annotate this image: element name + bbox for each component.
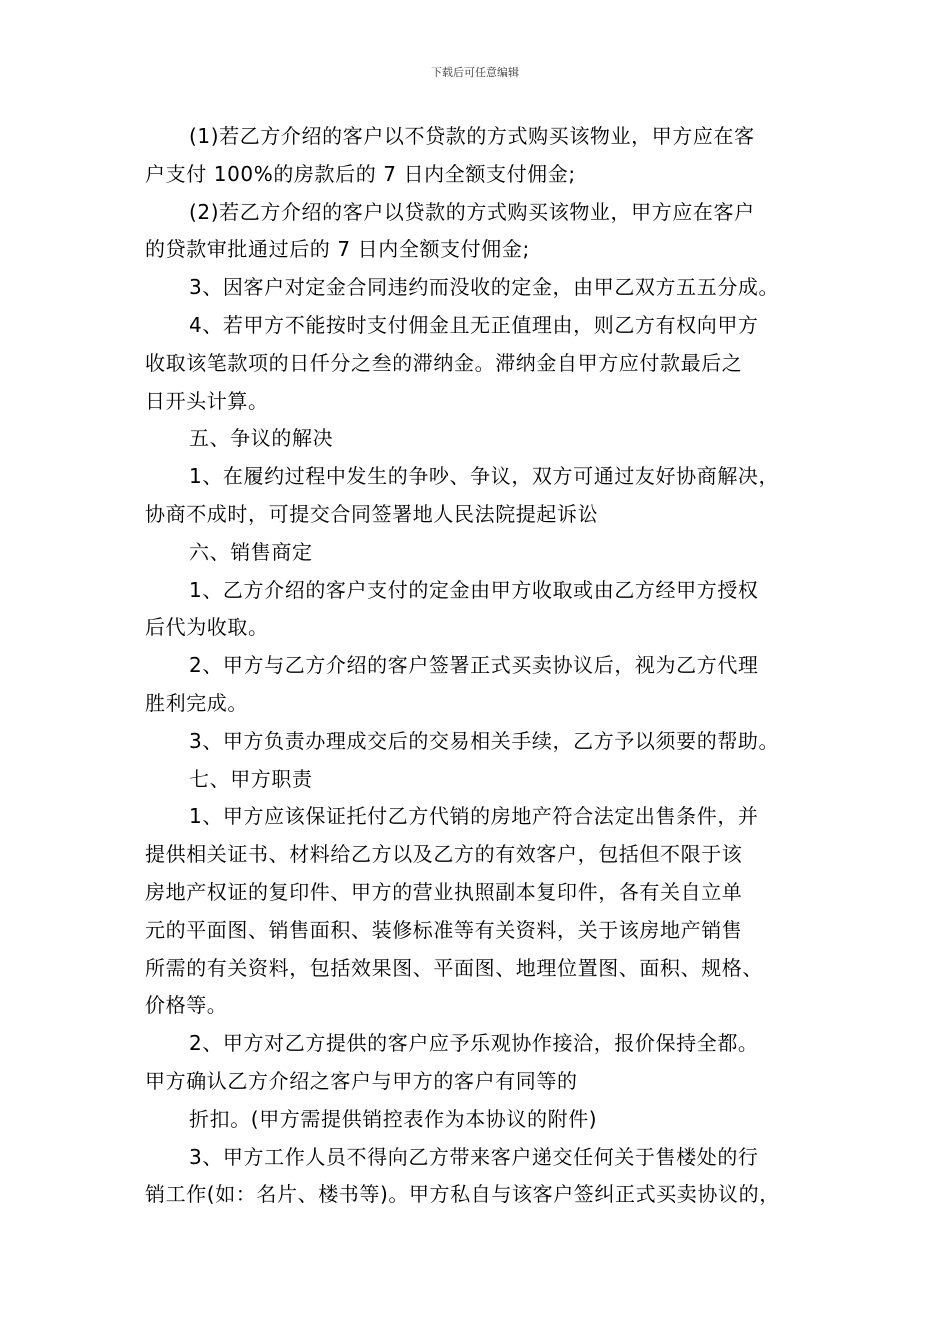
text-line: 1、乙方介绍的客户支付的定金由甲方收取或由乙方经甲方授权 bbox=[189, 577, 759, 602]
text-line: (2)若乙方介绍的客户以贷款的方式购买该物业，甲方应在客户 bbox=[189, 199, 755, 224]
text-line: 销工作(如：名片、楼书等)。甲方私自与该客户签纠正式买卖协议的， bbox=[145, 1182, 780, 1207]
text-line: 1、在履约过程中发生的争吵、争议，双方可通过友好协商解决， bbox=[189, 464, 780, 489]
text-line: 3、甲方工作人员不得向乙方带来客户递交任何关于售楼处的行 bbox=[189, 1144, 759, 1169]
text-line: 3、因客户对定金合同违约而没收的定金，由甲乙双方五五分成。 bbox=[189, 275, 780, 300]
text-line: 日开头计算。 bbox=[145, 388, 269, 413]
text-line: 六、销售商定 bbox=[189, 539, 313, 564]
text-line: 甲方确认乙方介绍之客户与甲方的客户有同等的 bbox=[145, 1068, 578, 1093]
text-line: 协商不成时，可提交合同签署地人民法院提起诉讼 bbox=[145, 501, 599, 526]
text-line: 折扣。(甲方需提供销控表作为本协议的附件) bbox=[189, 1106, 598, 1131]
text-line: 的贷款审批通过后的 7 日内全额支付佣金; bbox=[145, 237, 530, 262]
text-line: 后代为收取。 bbox=[145, 615, 269, 640]
text-line: 胜利完成。 bbox=[145, 690, 248, 715]
text-line: (1)若乙方介绍的客户以不贷款的方式购买该物业，甲方应在客 bbox=[189, 124, 755, 148]
text-line: 房地产权证的复印件、甲方的营业执照副本复印件，各有关自立单 bbox=[145, 879, 743, 904]
text-line: 五、争议的解决 bbox=[189, 426, 334, 451]
text-line: 2、甲方对乙方提供的客户应予乐观协作接洽，报价保持全都。 bbox=[189, 1031, 759, 1056]
text-line: 所需的有关资料，包括效果图、平面图、地理位置图、面积、规格、 bbox=[145, 955, 763, 980]
text-line: 价格等。 bbox=[145, 993, 228, 1018]
text-line: 七、甲方职责 bbox=[189, 766, 313, 791]
document-body bbox=[145, 118, 825, 1214]
text-line: 提供相关证书、材料给乙方以及乙方的有效客户，包括但不限于该 bbox=[145, 842, 743, 867]
text-line: 2、甲方与乙方介绍的客户签署正式买卖协议后，视为乙方代理 bbox=[189, 653, 759, 678]
text-line: 元的平面图、销售面积、装修标准等有关资料，关于该房地产销售 bbox=[145, 917, 743, 942]
text-line: 1、甲方应该保证托付乙方代销的房地产符合法定出售条件，并 bbox=[189, 804, 759, 829]
text-line: 3、甲方负责办理成交后的交易相关手续，乙方予以须要的帮助。 bbox=[189, 728, 780, 753]
text-line: 4、若甲方不能按时支付佣金且无正值理由，则乙方有权向甲方 bbox=[189, 312, 759, 337]
page-header: 下载后可任意编辑 bbox=[431, 66, 519, 79]
text-line: 户支付 100%的房款后的 7 日内全额支付佣金; bbox=[145, 161, 576, 186]
text-line: 收取该笔款项的日仟分之叁的滞纳金。滞纳金自甲方应付款最后之 bbox=[145, 350, 743, 375]
